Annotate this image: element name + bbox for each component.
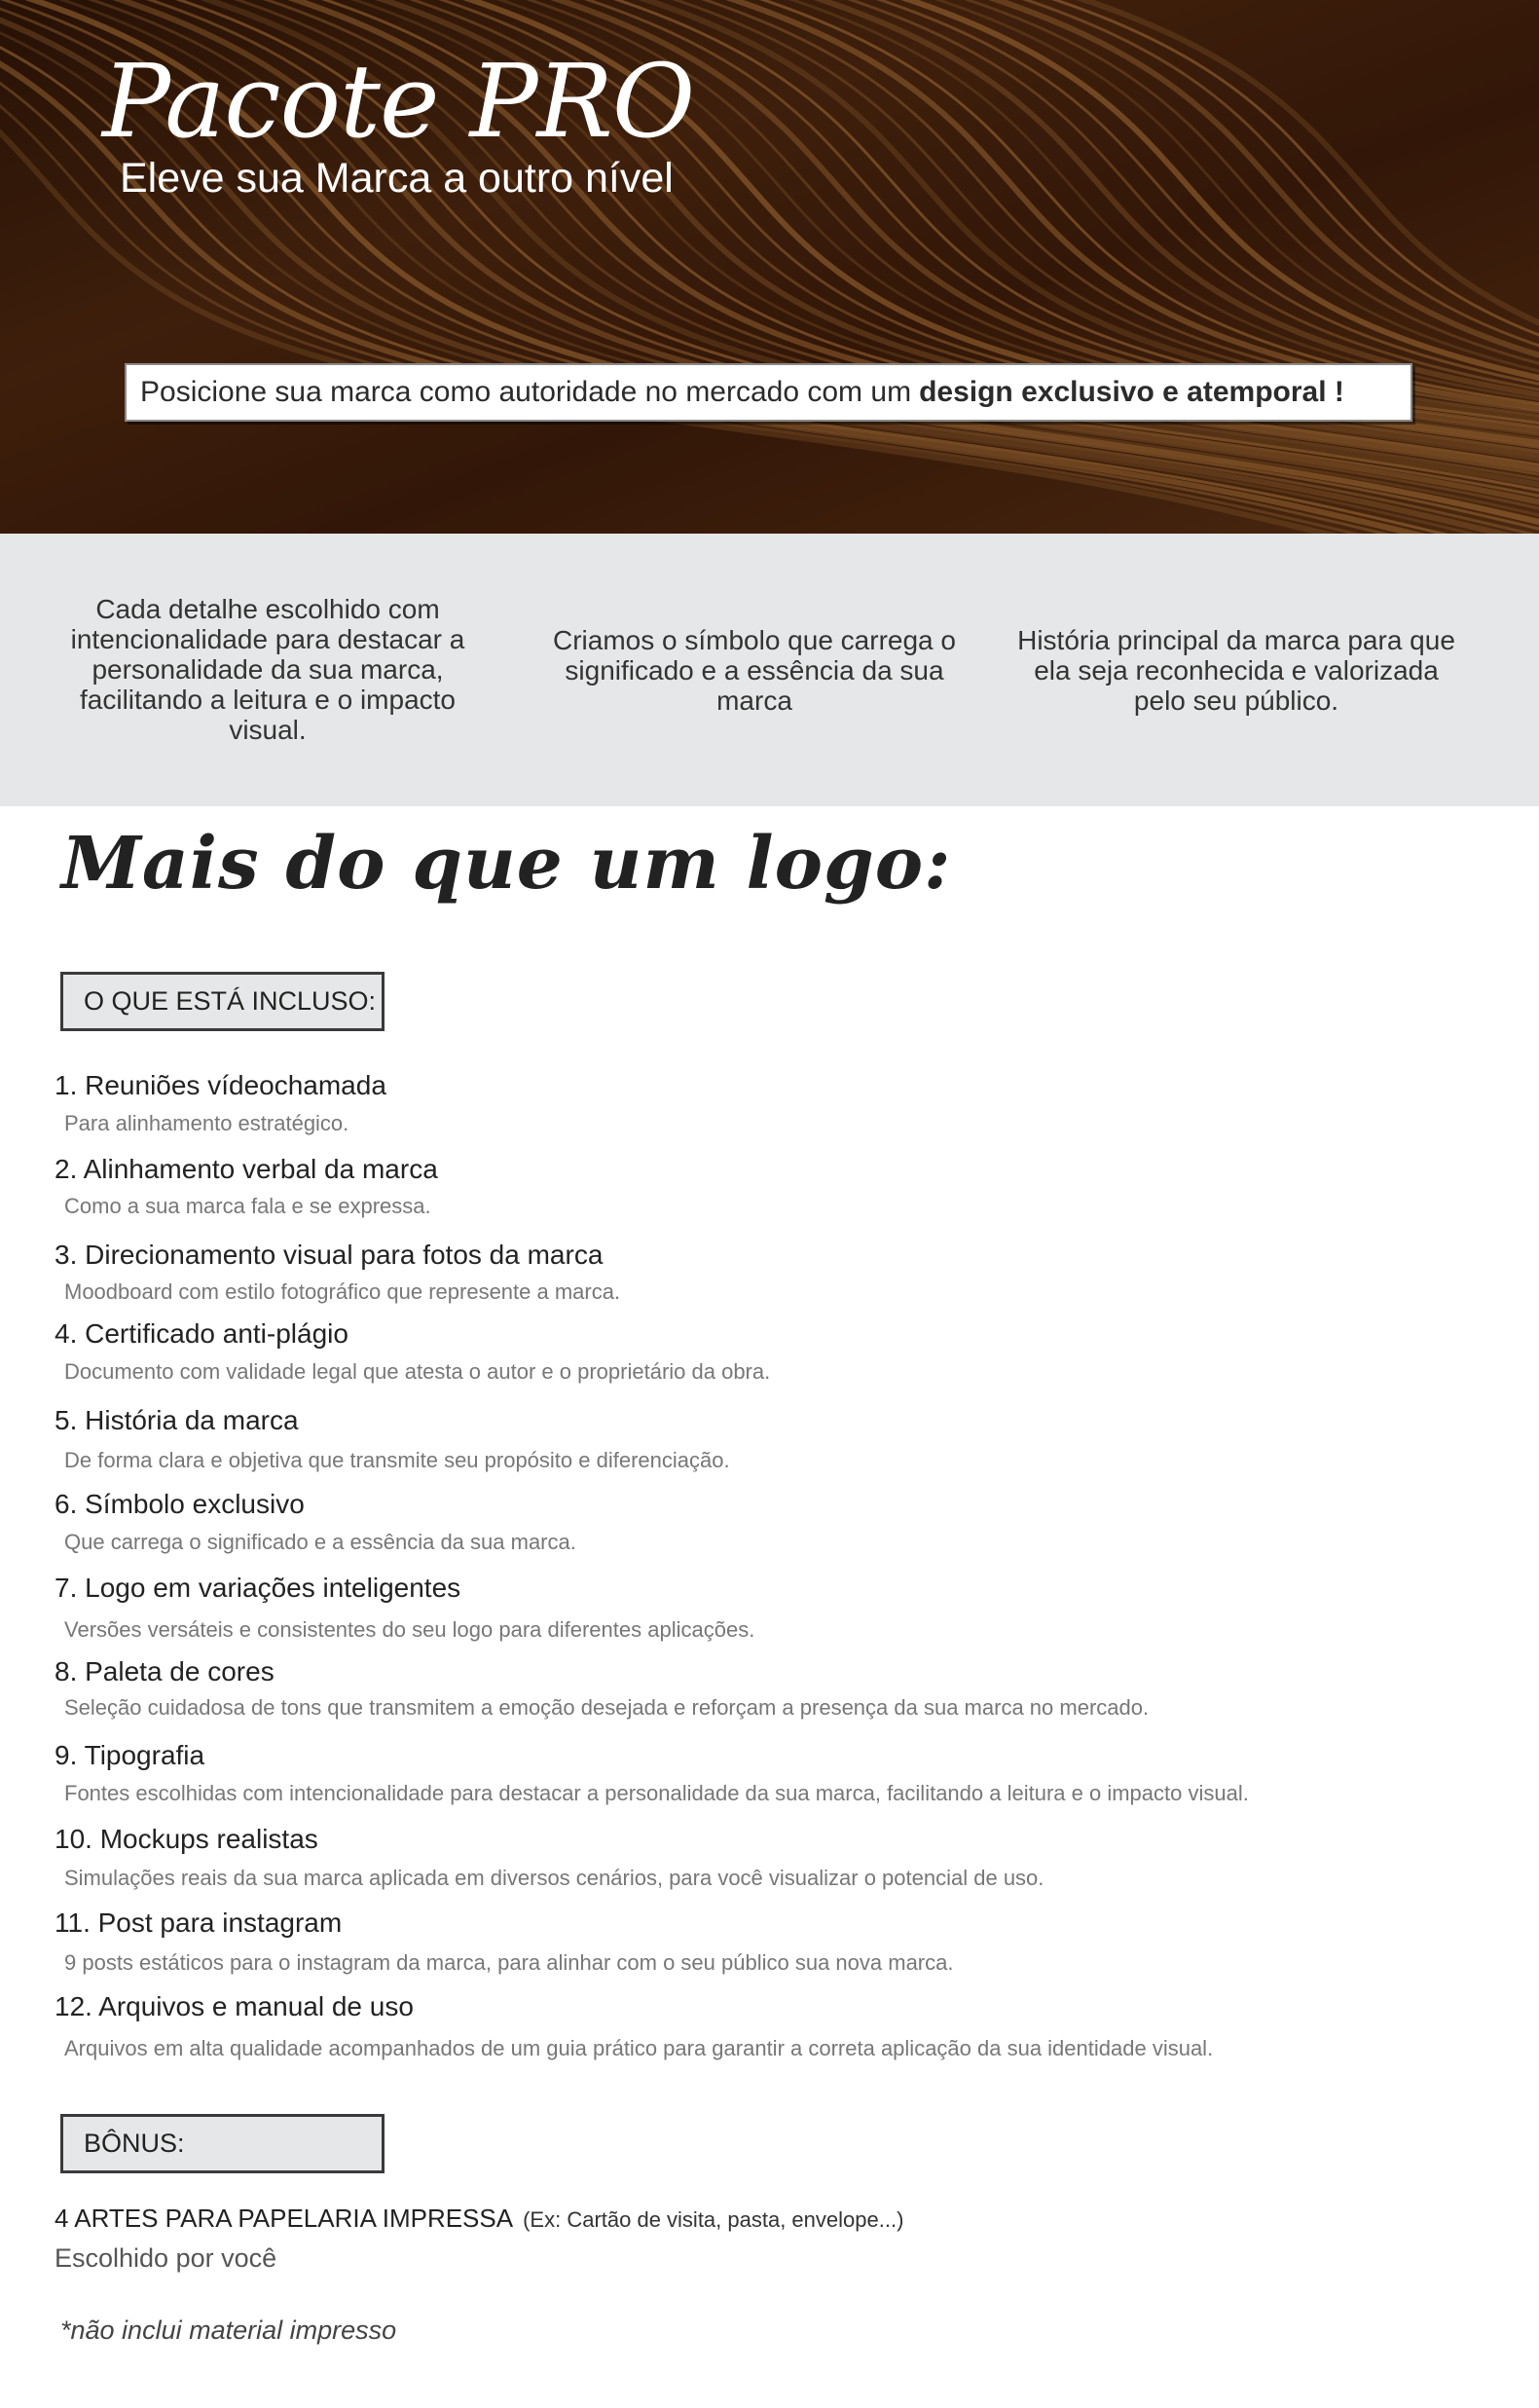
item-title: 3. Direcionamento visual para fotos da marca [55,1240,604,1270]
item-title: 6. Símbolo exclusivo [55,1489,305,1519]
bonus-note: (Ex: Cartão de visita, pasta, envelope...) [523,2207,904,2232]
bonus-item [55,2204,903,2234]
bonus-title: 4 ARTES PARA PAPELARIA IMPRESSA [55,2204,514,2233]
item-title: 8. Paleta de cores [55,1656,275,1686]
feature-symbol: Criamos o símbolo que carrega o significado e a essência da sua marca [553,625,956,716]
item-desc: Fontes escolhidas com intencionalidade para destacar a personalidade da sua marca, facilitando a leitura e o impacto visual. [64,1781,1249,1805]
item-desc: Como a sua marca fala e se expressa. [64,1194,431,1218]
section-title: Mais do que um logo: [61,822,952,906]
item-title: 11. Post para instagram [55,1908,343,1938]
item-desc: Versões versáteis e consistentes do seu logo para diferentes aplicações. [64,1617,755,1642]
feature-brand-story: História principal da marca para que ela seja reconhecida e valorizada pelo seu público. [1017,625,1455,716]
item-title: 5. História da marca [55,1405,299,1435]
hero-subtitle: Eleve sua Marca a outro nível [120,155,674,202]
item-desc: Moodboard com estilo fotográfico que represente a marca. [64,1279,621,1304]
included-label: O QUE ESTÁ INCLUSO: [60,972,385,1031]
item-desc: 9 posts estáticos para o instagram da marca, para alinhar com o seu público sua nova marca. [64,1950,954,1975]
item-title: 12. Arquivos e manual de uso [55,1991,414,2021]
bonus-label: BÔNUS: [60,2114,385,2173]
item-title: 7. Logo em variações inteligentes [55,1573,461,1603]
item-desc: Simulações reais da sua marca aplicada em diversos cenários, para você visualizar o potencial de uso. [64,1866,1044,1890]
item-desc: De forma clara e objetiva que transmite seu propósito e diferenciação. [64,1448,730,1472]
item-title: 1. Reuniões vídeochamada [55,1070,386,1100]
item-desc: Arquivos em alta qualidade acompanhados de um guia prático para garantir a correta aplicação da sua identidade visual. [64,2036,1214,2060]
disclaimer-text: *não inclui material impresso [60,2315,397,2345]
hero-title: Pacote PRO [102,42,695,161]
item-desc: Documento com validade legal que atesta o autor e o proprietário da obra. [64,1359,771,1384]
feature-typography: Cada detalhe escolhido com intencionalidade para destacar a personalidade da sua marca, facilitando a leitura e o impacto visual. [70,594,465,745]
item-title: 10. Mockups realistas [55,1824,318,1854]
item-title: 2. Alinhamento verbal da marca [55,1154,438,1184]
item-title: 9. Tipografia [55,1740,205,1770]
item-desc: Para alinhamento estratégico. [64,1111,349,1135]
item-title: 4. Certificado anti-plágio [55,1318,348,1349]
item-desc: Que carrega o significado e a essência da sua marca. [64,1530,576,1554]
bonus-chosen-text: Escolhido por você [55,2243,277,2273]
banner-bold-text: design exclusivo e atemporal ! [919,376,1344,408]
item-desc: Seleção cuidadosa de tons que transmitem a emoção desejada e reforçam a presença da sua marca no mercado. [64,1695,1150,1720]
banner-text: Posicione sua marca como autoridade no mercado com um [140,376,912,408]
